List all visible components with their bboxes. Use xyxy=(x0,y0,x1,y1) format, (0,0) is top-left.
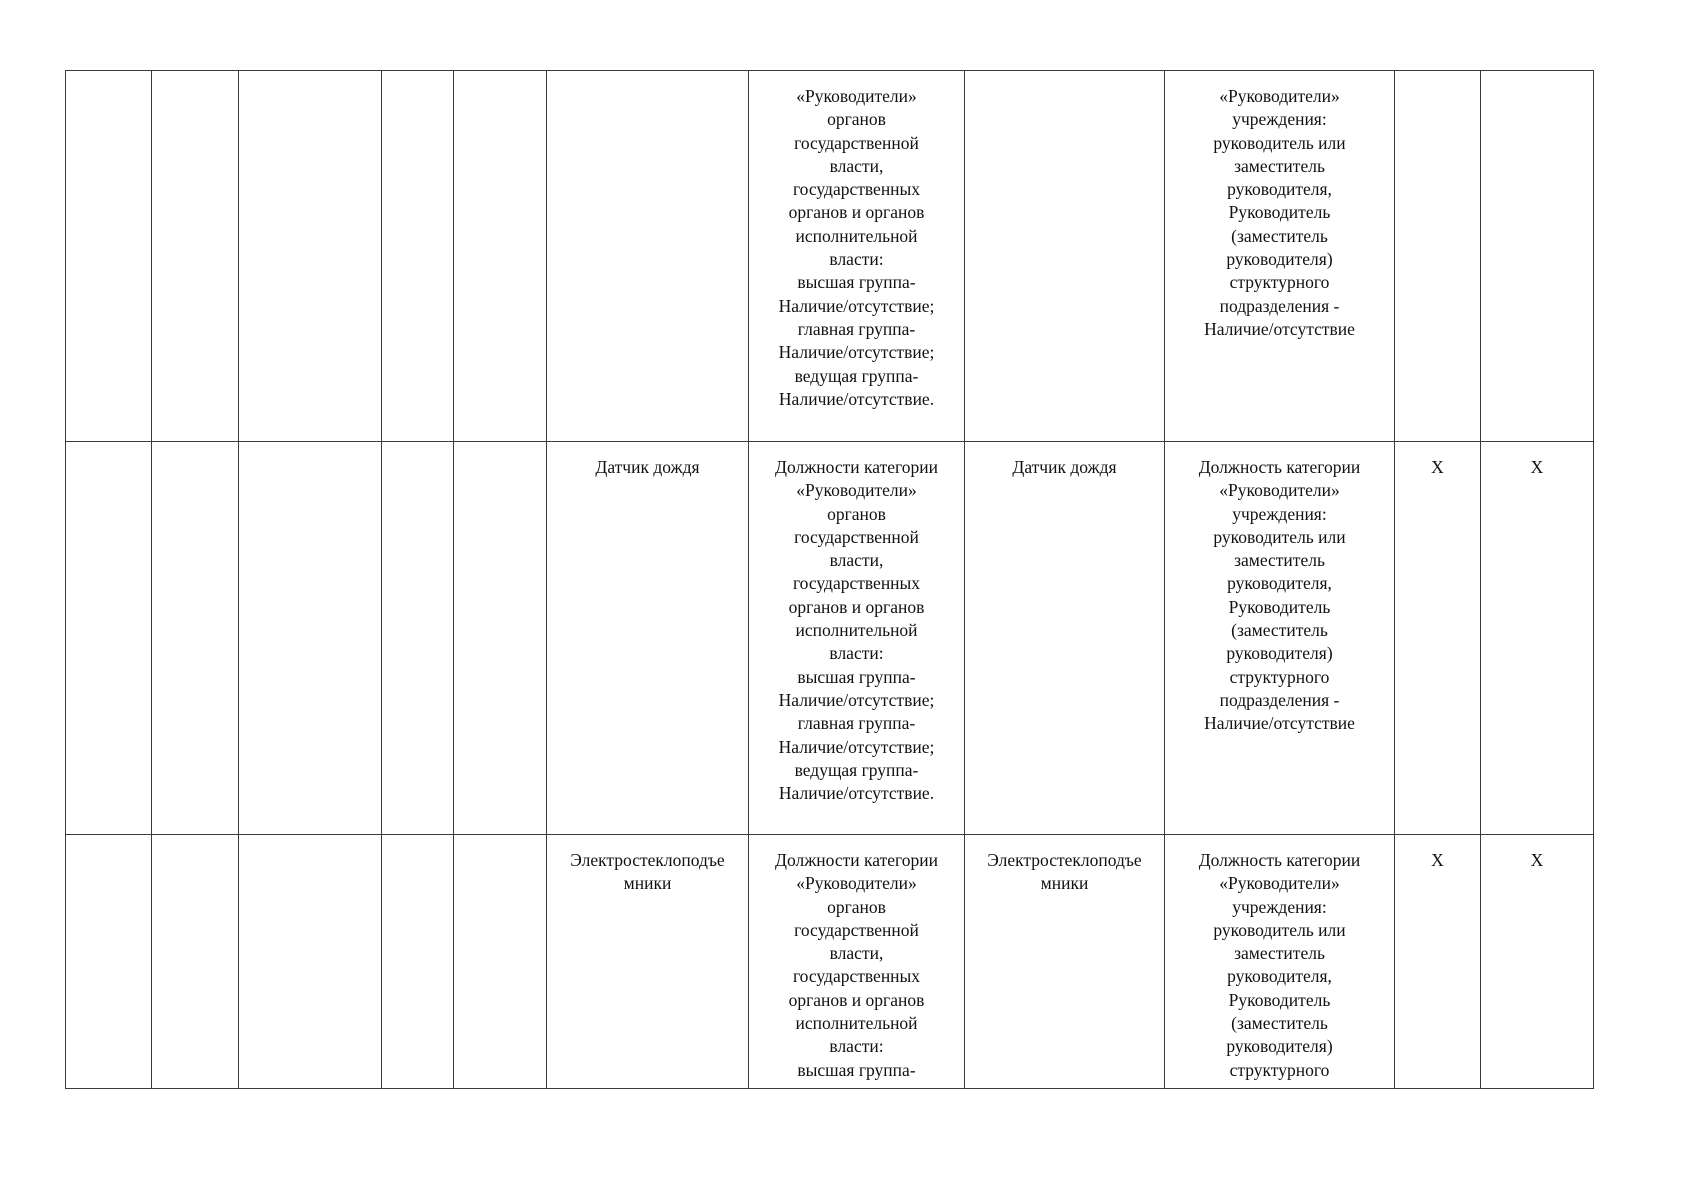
cell-item-name-b: Датчик дождя xyxy=(965,442,1165,835)
cell-positions-a: «Руководители» органов государственной власти, государственных органов и органов исполнительной власти: высшая группа- Наличие/отсутствие; главная группа- Наличие/отсутствие; ведущая группа- Наличие/отсутствие. xyxy=(749,71,965,442)
cell-empty xyxy=(454,71,547,442)
cell-positions-b: «Руководители» учреждения: руководитель или заместитель руководителя, Руководитель (заместитель руководителя) структурного подразделения - Наличие/отсутствие xyxy=(1165,71,1395,442)
table-row xyxy=(66,835,1594,1089)
cell-empty xyxy=(454,442,547,835)
cell-mark-1: X xyxy=(1395,835,1481,1089)
table-row xyxy=(66,442,1594,835)
cell-empty xyxy=(239,442,382,835)
table-row xyxy=(66,71,1594,442)
cell-empty xyxy=(152,71,239,442)
cell-item-name-a xyxy=(547,71,749,442)
requirements-table xyxy=(65,70,1594,1089)
cell-item-name-b: Электростеклоподъе мники xyxy=(965,835,1165,1089)
cell-empty xyxy=(152,835,239,1089)
cell-empty xyxy=(382,442,454,835)
cell-empty xyxy=(239,835,382,1089)
cell-mark-2: X xyxy=(1481,442,1594,835)
cell-empty xyxy=(239,71,382,442)
cell-empty xyxy=(454,835,547,1089)
cell-positions-b: Должность категории «Руководители» учреждения: руководитель или заместитель руководителя, Руководитель (заместитель руководителя) структурного подразделения - Наличие/отсутствие xyxy=(1165,442,1395,835)
cell-empty xyxy=(382,71,454,442)
cell-positions-a: Должности категории «Руководители» органов государственной власти, государственных органов и органов исполнительной власти: высшая группа- xyxy=(749,835,965,1089)
cell-mark-2 xyxy=(1481,71,1594,442)
cell-empty xyxy=(66,71,152,442)
cell-positions-b: Должность категории «Руководители» учреждения: руководитель или заместитель руководителя, Руководитель (заместитель руководителя) структурного xyxy=(1165,835,1395,1089)
cell-empty xyxy=(66,442,152,835)
cell-mark-1 xyxy=(1395,71,1481,442)
cell-positions-a: Должности категории «Руководители» органов государственной власти, государственных органов и органов исполнительной власти: высшая группа- Наличие/отсутствие; главная группа- Наличие/отсутствие; ведущая группа- Наличие/отсутствие. xyxy=(749,442,965,835)
cell-empty xyxy=(382,835,454,1089)
cell-mark-2: X xyxy=(1481,835,1594,1089)
cell-mark-1: X xyxy=(1395,442,1481,835)
cell-item-name-a: Электростеклоподъе мники xyxy=(547,835,749,1089)
cell-item-name-b xyxy=(965,71,1165,442)
cell-empty xyxy=(152,442,239,835)
cell-item-name-a: Датчик дождя xyxy=(547,442,749,835)
cell-empty xyxy=(66,835,152,1089)
